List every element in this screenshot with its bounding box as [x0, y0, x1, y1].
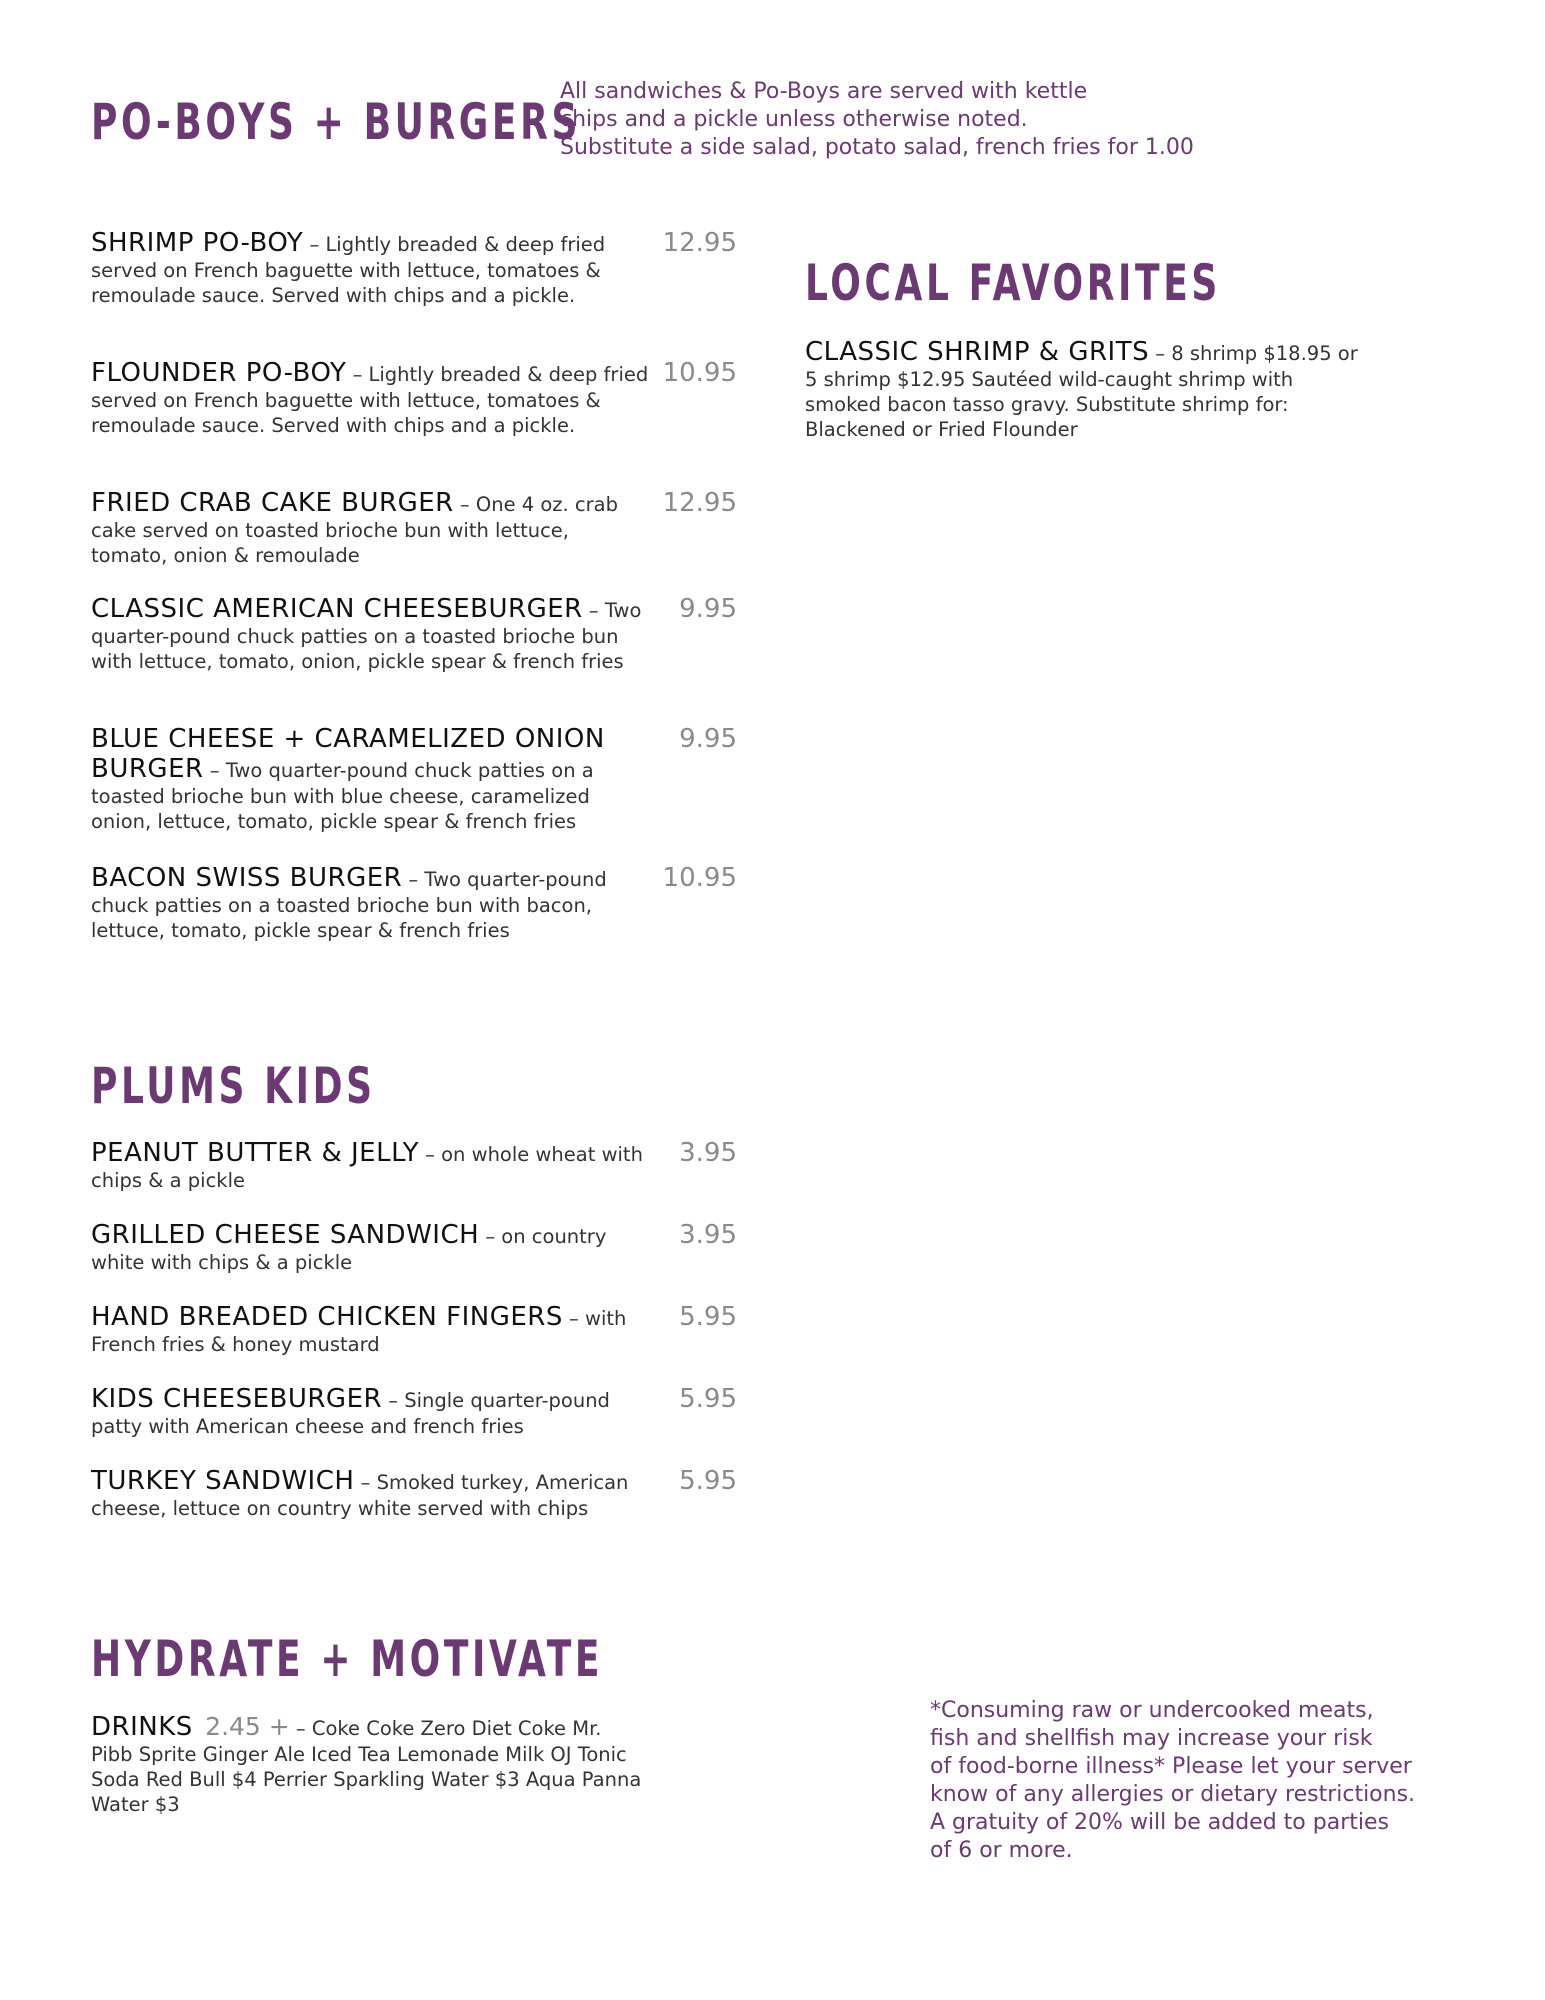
item-name: KIDS CHEESEBURGER: [91, 1384, 383, 1414]
menu-item: [91, 1466, 737, 1521]
section-title-hydrate: HYDRATE + MOTIVATE: [91, 1630, 604, 1688]
item-desc: – Smoked turkey, American cheese, lettuce on country white served with chips: [91, 1471, 629, 1520]
item-desc: – on country white with chips & a pickle: [91, 1225, 607, 1274]
item-price: 12.95: [662, 228, 737, 258]
item-name: TURKEY SANDWICH: [91, 1466, 355, 1496]
item-desc: – Lightly breaded & deep fried served on French baguette with lettuce, tomatoes & remoulade sauce. Served with chips and a pickle.: [91, 363, 649, 437]
item-desc: – One 4 oz. crab cake served on toasted brioche bun with lettuce, tomato, onion & remoulade: [91, 493, 619, 567]
menu-item: [91, 1138, 737, 1193]
item-price: 3.95: [679, 1138, 737, 1168]
item-name: HAND BREADED CHICKEN FINGERS: [91, 1302, 563, 1332]
poboys-note: All sandwiches & Po-Boys are served with kettle chips and a pickle unless otherwise noted. Substitute a side salad, potato salad, french fries for 1.00: [560, 79, 1194, 160]
item-name: GRILLED CHEESE SANDWICH: [91, 1220, 480, 1250]
item-price: 9.95: [679, 724, 737, 754]
menu-item: [91, 488, 737, 568]
menu-item: [91, 228, 737, 308]
item-desc: – Two quarter-pound chuck patties on a toasted brioche bun with bacon, lettuce, tomato, pickle spear & french fries: [91, 868, 607, 942]
item-name: FRIED CRAB CAKE BURGER: [91, 488, 454, 518]
menu-item: [805, 337, 1365, 442]
item-desc: – Coke Coke Zero Diet Coke Mr. Pibb Sprite Ginger Ale Iced Tea Lemonade Milk OJ Tonic Soda Red Bull $4 Perrier Sparkling Water $3 Aqua Panna Water $3: [91, 1717, 642, 1816]
item-price: 2.45 +: [205, 1712, 290, 1741]
item-desc: – Lightly breaded & deep fried served on French baguette with lettuce, tomatoes & remoulade sauce. Served with chips and a pickle.: [91, 233, 606, 307]
item-price: 5.95: [679, 1466, 737, 1496]
menu-item: [91, 724, 737, 834]
item-desc: – Two quarter-pound chuck patties on a toasted brioche bun with blue cheese, caramelized onion, lettuce, tomato, pickle spear & french fries: [91, 759, 594, 833]
section-title-kids: PLUMS KIDS: [91, 1057, 376, 1115]
menu-item: [91, 1302, 737, 1357]
item-price: 5.95: [679, 1302, 737, 1332]
item-price: 12.95: [662, 488, 737, 518]
drinks-item: [91, 1712, 646, 1817]
item-desc: – on whole wheat with chips & a pickle: [91, 1143, 643, 1192]
item-price: 10.95: [662, 358, 737, 388]
item-desc: – with French fries & honey mustard: [91, 1307, 627, 1356]
item-price: 5.95: [679, 1384, 737, 1414]
item-price: 10.95: [662, 863, 737, 893]
item-price: 3.95: [679, 1220, 737, 1250]
disclaimer: *Consuming raw or undercooked meats, fish and shellfish may increase your risk of food-borne illness* Please let your server know of any allergies or dietary restrictions. A gratuity of 20% will be added to parties of 6 or more.: [930, 1698, 1416, 1863]
item-name: DRINKS: [91, 1712, 193, 1742]
item-name: BLUE CHEESE + CARAMELIZED ONION BURGER: [91, 724, 605, 784]
menu-item: [91, 1220, 737, 1275]
item-name: PEANUT BUTTER & JELLY: [91, 1138, 419, 1168]
item-price: 9.95: [679, 594, 737, 624]
menu-item: [91, 863, 737, 943]
item-name: CLASSIC SHRIMP & GRITS: [805, 337, 1150, 367]
menu-item: [91, 358, 737, 438]
item-desc: – Two quarter-pound chuck patties on a toasted brioche bun with lettuce, tomato, onion, pickle spear & french fries: [91, 599, 642, 673]
menu-item: [91, 1384, 737, 1439]
menu-item: [91, 594, 737, 674]
section-title-poboys: PO-BOYS + BURGERS: [91, 93, 581, 151]
item-desc: – 8 shrimp $18.95 or 5 shrimp $12.95 Sautéed wild-caught shrimp with smoked bacon tasso gravy. Substitute shrimp for: Blackened or Fried Flounder: [805, 342, 1358, 441]
item-name: BACON SWISS BURGER: [91, 863, 403, 893]
item-name: CLASSIC AMERICAN CHEESEBURGER: [91, 594, 583, 624]
section-title-local: LOCAL FAVORITES: [805, 254, 1221, 312]
item-name: SHRIMP PO-BOY: [91, 228, 304, 258]
item-name: FLOUNDER PO-BOY: [91, 358, 347, 388]
item-desc: – Single quarter-pound patty with American cheese and french fries: [91, 1389, 610, 1438]
